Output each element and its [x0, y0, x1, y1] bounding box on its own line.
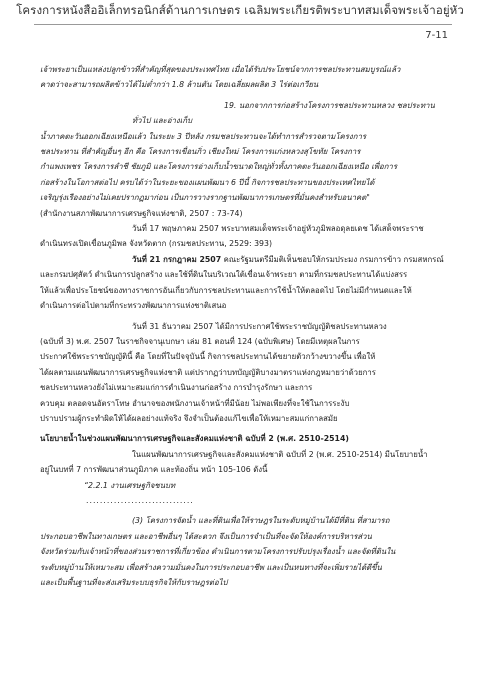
paragraph-6 — [40, 447, 448, 478]
line: จังหวัดร่วมกับเจ้าหน้าที่ของส่วนราชการที่เกี่ยวข้อง ดำเนินการตามโครงการปรับปรุงเรื่องน้ำ และจัดที่ดินใน — [40, 547, 396, 557]
paragraph-7 — [40, 513, 448, 590]
line: วันที่ 31 ธันวาคม 2507 ได้มีการประกาศใช้พระราชบัญญัติชลประทานหลวง — [132, 321, 387, 331]
line: (3) โครงการจัดน้ำ และที่ดินเพื่อให้ราษฎรในระดับหมู่บ้านได้มีที่ดิน ที่สามารถ — [132, 516, 390, 526]
line: ให้แล้วเพื่อประโยชน์ของทางราชการอันเกี่ยวกับการชลประทานและการใช้น้ำให้ตลอดไป โดยไม่มีกำหนดและให้ — [40, 285, 412, 295]
line: น้ำภาคตะวันออกเฉียงเหนือแล้ว ในระยะ 3 ปีหลัง กรมชลประทานจะได้ทำการสำรวจตามโครงการ — [40, 131, 367, 141]
line: และกรมปศุสัตว์ ดำเนินการปลูกสร้าง และใช้ที่ดินในบริเวณใต้เขื่อนเจ้าพระยา ตามที่กรมชลประทานได้แบ่งสรร — [40, 270, 408, 280]
quote-heading: “2.2.1 งานเศรษฐกิจชนบท — [84, 480, 176, 490]
line: 19. นอกจากการก่อสร้างโครงการชลประทานหลวง ชลประทานทั่วไป และอ่างเก็บ — [132, 100, 435, 126]
line: ดำเนินทรงเปิดเขื่อนภูมิพล จังหวัดตาก (กรมชลประทาน, 2529: 393) — [40, 239, 273, 249]
line: เจ้าพระยาเป็นแหล่งปลูกข้าวที่สำคัญที่สุดของประเทศไทย เมื่อได้รับประโยชน์จากการชลประทานสมบูรณ์แล้ว — [40, 65, 401, 74]
ellipsis-line: ............................... — [86, 495, 194, 505]
line: ก่อสร้างในโอกาสต่อไป ครบได้ว่าในระยะของแผนพัฒนา 6 ปีนี้ กิจการชลประทานของประเทศไทยได้ — [40, 177, 375, 187]
citation: (สำนักงานสภาพัฒนาการเศรษฐกิจแห่งชาติ, 2507 : 73-74) — [40, 208, 243, 218]
line: ดำเนินการต่อไปตามที่กระทรวงพัฒนาการแห่งชาติเสนอ — [40, 301, 227, 311]
line: คณะรัฐมนตรีมีมติเห็นชอบให้กรมประมง กรมการข้าว กรมสหกรณ์ — [221, 254, 444, 264]
section-title: นโยบายน้ำในช่วงแผนพัฒนาการเศรษฐกิจและสังคมแห่งชาติ ฉบับที่ 2 (พ.ศ. 2510-2514) — [40, 434, 349, 444]
line: ชลประทาน ที่สำคัญอื่นๆ อีก คือ โครงการเขื่อนกิ่ว เชียงใหม่ โครงการแก่งหลวงสุโขทัย โครงการ — [40, 147, 361, 157]
line: ชลประทานหลวงยังไม่เหมาะสมแก่การดำเนินงานก่อสร้าง การบำรุงรักษา และการ — [40, 383, 313, 393]
line: วันที่ 17 พฤษภาคม 2507 พระบาทสมเด็จพระเจ้าอยู่หัวภูมิพลอดุลยเดช ได้เสด็จพระราช — [132, 224, 424, 234]
line: ประกาศใช้พระราชบัญญัตินี้ คือ โดยที่ในปัจจุบันนี้ กิจการชลประทานได้ขยายตัวกว้างขวางขึ้น เพื่อให้ — [40, 352, 376, 362]
paragraph-5 — [40, 319, 448, 427]
line: เจริญรุ่งเรืองอย่างไม่เคยปรากฏมาก่อน เป็นการวางรากฐานพัฒนาการเกษตรที่มั่นคงสำหรับอนาคต" — [40, 193, 370, 203]
line: ควบคุม ตลอดจนอัตราโทษ อำนาจของพนักงานเจ้าหน้าที่มีน้อย ไม่พอเพียงที่จะใช้ในการระงับ — [40, 398, 350, 408]
paragraph-2 — [40, 98, 448, 206]
line: และเป็นพื้นฐานที่จะส่งเสริมระบบธุรกิจให้กับราษฎรต่อไป — [40, 578, 228, 587]
paragraph-3 — [40, 221, 448, 252]
line: ได้ผลตามแผนพัฒนาการเศรษฐกิจแห่งชาติ แต่ปรากฏว่าบทบัญญัติบางมาตราแห่งกฎหมายว่าด้วยการ — [40, 367, 376, 377]
line: ประกอบอาชีพในทางเกษตร และอาชีพอื่นๆ ได้สะดวก จึงเป็นการจำเป็นที่จะจัดให้องค์การบริหารส่วน — [40, 531, 372, 541]
document-header: โครงการหนังสืออิเล็กทรอนิกส์ด้านการเกษตร เฉลิมพระเกียรติพระบาทสมเด็จพระเจ้าอยู่หัว — [16, 3, 464, 17]
line: ปราบปรามผู้กระทำผิดให้ได้ผลอย่างแท้จริง จึงจำเป็นต้องแก้ไขเพื่อให้เหมาะสมแก่กาลสมัย — [40, 413, 338, 423]
date-highlight: วันที่ 21 กรกฎาคม 2507 — [132, 254, 222, 264]
paragraph-1 — [40, 62, 448, 93]
header-rule — [34, 24, 452, 25]
line: ในแผนพัฒนาการเศรษฐกิจและสังคมแห่งชาติ ฉบับที่ 2 (พ.ศ. 2510-2514) มีนโยบายน้ำ — [132, 449, 428, 459]
line: อยู่ในบทที่ 7 การพัฒนาส่วนภูมิภาค และท้องถิ่น หน้า 105-106 ดังนี้ — [40, 465, 268, 475]
line: (ฉบับที่ 3) พ.ศ. 2507 ในราชกิจจานุเบกษา เล่ม 81 ตอนที่ 124 (ฉบับพิเศษ) โดยมีเหตุผลในการ — [40, 336, 360, 346]
line: คาดว่าจะสามารถผลิตข้าวได้ไม่ต่ำกว่า 1.8 ล้านตัน โดยเฉลี่ยผลผลิต 3 ไร่ต่อเกวียน — [40, 80, 319, 90]
line: ระดับหมู่บ้านให้เหมาะสม เพื่อสร้างความมั่นคงในการประกอบอาชีพ และเป็นหนทางที่จะเพิ่มรายได้ดีขึ้น — [40, 562, 382, 572]
page-number: 7-11 — [425, 30, 448, 41]
paragraph-4 — [40, 252, 448, 314]
line: กำแพงเพชร โครงการลำชี ชัยภูมิ และโครงการอ่างเก็บน้ำขนาดใหญ่ทั่วทั้งภาคตะวันออกเฉียงเหนือ เพื่อการ — [40, 162, 398, 172]
page-body — [40, 62, 448, 590]
